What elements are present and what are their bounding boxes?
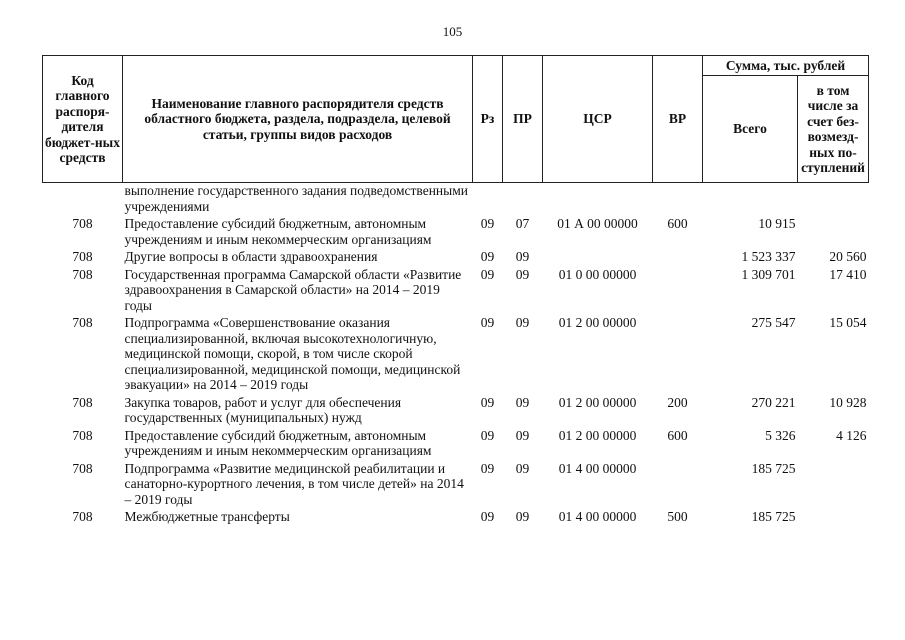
cell-pr: 09 bbox=[515, 249, 530, 264]
table-row bbox=[43, 216, 869, 249]
cell-free: 20 560 bbox=[829, 249, 867, 264]
cell-vr bbox=[653, 461, 703, 510]
cell-total: 185 725 bbox=[751, 460, 796, 476]
cell-rz: 09 bbox=[480, 509, 495, 524]
header-total: Всего bbox=[703, 76, 798, 183]
cell-name: Межбюджетные трансферты bbox=[124, 509, 290, 524]
table-row bbox=[43, 461, 869, 510]
cell-code: 708 bbox=[72, 266, 93, 282]
cell-csr bbox=[543, 183, 653, 217]
header-pr: ПР bbox=[503, 56, 543, 183]
cell-name: Предоставление субсидий бюджетным, автономным учреждениям и иным некоммерческим организациям bbox=[124, 427, 432, 458]
cell-csr: 01 2 00 00000 bbox=[558, 394, 637, 410]
cell-pr: 09 bbox=[515, 460, 530, 476]
cell-vr bbox=[653, 267, 703, 316]
table-row bbox=[43, 267, 869, 316]
cell-csr: 01 2 00 00000 bbox=[558, 315, 637, 330]
cell-total: 1 309 701 bbox=[741, 266, 796, 282]
cell-pr: 09 bbox=[515, 427, 530, 443]
header-rz: Рз bbox=[473, 56, 503, 183]
cell-rz: 09 bbox=[480, 427, 495, 443]
cell-pr: 09 bbox=[515, 394, 530, 410]
cell-free bbox=[798, 216, 869, 249]
cell-code bbox=[43, 183, 123, 217]
header-name: Наименование главного распорядителя средств областного бюджета, раздела, подраздела, целевой статьи, группы видов расходов bbox=[123, 56, 473, 183]
cell-name: Другие вопросы в области здравоохранения bbox=[124, 249, 378, 264]
cell-code: 708 bbox=[72, 460, 93, 476]
table-body bbox=[43, 183, 869, 527]
table-row bbox=[43, 249, 869, 267]
cell-name: Предоставление субсидий бюджетным, автономным учреждениям и иным некоммерческим организациям bbox=[124, 216, 432, 247]
budget-table bbox=[42, 55, 869, 527]
cell-name: Закупка товаров, работ и услуг для обеспечения государственных (муниципальных) нужд bbox=[124, 394, 402, 425]
cell-rz bbox=[473, 183, 503, 217]
header-free: в том числе за счет без-возмезд-ных по-ступлений bbox=[798, 76, 869, 183]
table-row bbox=[43, 509, 869, 527]
header-vr: ВР bbox=[653, 56, 703, 183]
page-number: 105 bbox=[442, 24, 463, 39]
cell-csr: 01 4 00 00000 bbox=[558, 460, 637, 476]
table-row bbox=[43, 395, 869, 428]
cell-rz: 09 bbox=[480, 315, 495, 330]
cell-total bbox=[703, 183, 798, 217]
header-csr: ЦСР bbox=[543, 56, 653, 183]
cell-csr: 01 0 00 00000 bbox=[558, 266, 637, 282]
cell-free: 4 126 bbox=[836, 427, 867, 443]
cell-total: 5 326 bbox=[765, 427, 796, 443]
cell-total: 1 523 337 bbox=[741, 249, 796, 264]
cell-total: 270 221 bbox=[751, 394, 796, 410]
cell-free: 15 054 bbox=[829, 315, 867, 330]
cell-pr: 09 bbox=[515, 266, 530, 282]
cell-vr: 600 bbox=[667, 216, 688, 231]
cell-total: 275 547 bbox=[751, 315, 796, 330]
cell-name: Государственная программа Самарской области «Развитие здравоохранения в Самарской области» на 2014 – 2019 годы bbox=[124, 266, 462, 313]
cell-code: 708 bbox=[72, 315, 93, 330]
cell-rz: 09 bbox=[480, 394, 495, 410]
cell-vr: 200 bbox=[667, 394, 688, 410]
cell-pr: 07 bbox=[515, 216, 530, 231]
cell-free: 17 410 bbox=[829, 266, 867, 282]
cell-vr bbox=[653, 183, 703, 217]
cell-name: Подпрограмма «Развитие медицинской реабилитации и санаторно-курортного лечения, в том числе детей» на 2014 – 2019 годы bbox=[124, 460, 464, 507]
cell-vr bbox=[653, 249, 703, 267]
cell-vr: 500 bbox=[667, 509, 688, 524]
cell-free bbox=[798, 183, 869, 217]
cell-vr bbox=[653, 315, 703, 395]
cell-code: 708 bbox=[72, 427, 93, 443]
cell-pr: 09 bbox=[515, 509, 530, 524]
cell-pr: 09 bbox=[515, 315, 530, 330]
cell-csr: 01 2 00 00000 bbox=[558, 427, 637, 443]
cell-total: 10 915 bbox=[758, 216, 796, 231]
cell-rz: 09 bbox=[480, 460, 495, 476]
cell-rz: 09 bbox=[480, 266, 495, 282]
cell-code: 708 bbox=[72, 509, 93, 524]
cell-free: 10 928 bbox=[829, 394, 867, 410]
header-code: Код главного распоря-дителя бюджет-ных средств bbox=[43, 56, 123, 183]
cell-rz: 09 bbox=[480, 216, 495, 231]
cell-csr: 01 А 00 00000 bbox=[557, 216, 638, 231]
table-row bbox=[43, 315, 869, 395]
cell-free bbox=[798, 461, 869, 510]
cell-code: 708 bbox=[72, 216, 93, 231]
cell-free bbox=[798, 509, 869, 527]
cell-pr bbox=[503, 183, 543, 217]
cell-csr: 01 4 00 00000 bbox=[558, 509, 637, 524]
table-row bbox=[43, 428, 869, 461]
table-header bbox=[43, 56, 869, 183]
cell-total: 185 725 bbox=[751, 509, 796, 524]
cell-name: Подпрограмма «Совершенствование оказания специализированной, включая высокотехнологичную, медицинской помощи, скорой, в том числе скорой специализированной, медицинской помощи, медицинской эвакуации» на 2014 – 2019 годы bbox=[124, 315, 461, 392]
table-row bbox=[43, 183, 869, 217]
cell-name: выполнение государственного задания подведомственными учреждениями bbox=[124, 183, 468, 214]
cell-code: 708 bbox=[72, 249, 93, 264]
header-sum: Сумма, тыс. рублей bbox=[703, 56, 869, 76]
cell-csr bbox=[543, 249, 653, 267]
cell-rz: 09 bbox=[480, 249, 495, 264]
cell-code: 708 bbox=[72, 394, 93, 410]
cell-vr: 600 bbox=[667, 427, 688, 443]
